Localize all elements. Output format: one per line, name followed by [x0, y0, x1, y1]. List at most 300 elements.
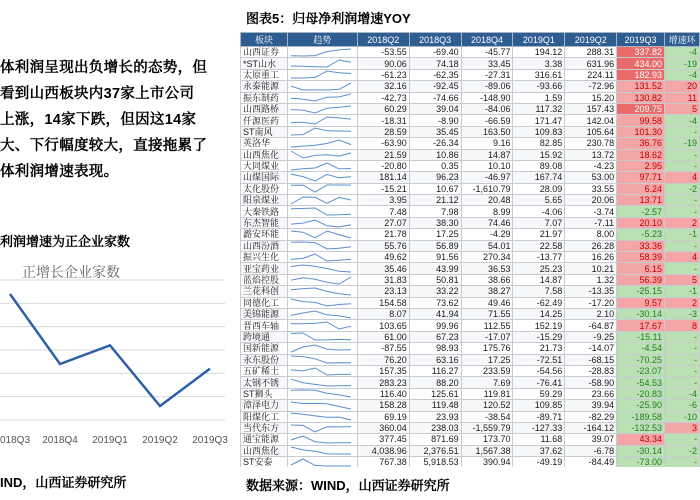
value-cell: -9.25: [565, 331, 617, 342]
q3-value-cell: -2.57: [617, 206, 665, 217]
value-cell: 21.12: [409, 195, 461, 206]
value-cell: 163.50: [461, 126, 513, 137]
table-row[interactable]: [241, 47, 700, 58]
value-cell: 49.62: [357, 252, 409, 263]
company-name-cell: 晋西车轴: [241, 320, 288, 331]
table-row[interactable]: [241, 195, 700, 206]
x-tick-label: 018Q3: [0, 435, 31, 446]
change-cell: -: [664, 206, 699, 217]
value-cell: -61.23: [357, 69, 409, 80]
q3-value-cell: -25.15: [617, 286, 665, 297]
value-cell: 55.76: [357, 240, 409, 251]
value-cell: 0.35: [409, 160, 461, 171]
article-line: 大、下行幅度较大，直接拖累了: [0, 138, 208, 154]
trend-sparkline: [288, 207, 354, 216]
sparkline-path: [291, 436, 351, 443]
value-cell: 22.58: [513, 240, 565, 251]
value-cell: 1,567.38: [461, 445, 513, 456]
change-cell: 2: [664, 297, 699, 308]
sparkline-path: [291, 71, 351, 78]
trend-sparkline-cell: [287, 343, 357, 354]
trend-sparkline-cell: [287, 445, 357, 456]
change-cell: -4: [664, 115, 699, 126]
value-cell: -17.07: [461, 331, 513, 342]
table-row[interactable]: [241, 160, 700, 171]
sparkline-path: [291, 356, 351, 363]
value-cell: -72.51: [513, 354, 565, 365]
value-cell: -72.96: [565, 81, 617, 92]
trend-sparkline-cell: [287, 252, 357, 263]
change-cell: -2: [664, 183, 699, 194]
value-cell: 35.46: [357, 263, 409, 274]
trend-sparkline-cell: [287, 126, 357, 137]
value-cell: 288.31: [565, 47, 617, 58]
company-name-cell: 山煤国际: [241, 172, 288, 183]
value-cell: 181.14: [357, 172, 409, 183]
q3-value-cell: -189.58: [617, 411, 665, 422]
value-cell: 25.23: [513, 263, 565, 274]
table-row[interactable]: [241, 445, 700, 456]
value-cell: 7.07: [513, 217, 565, 228]
table-row[interactable]: [241, 217, 700, 228]
value-cell: -18.31: [357, 115, 409, 126]
value-cell: -76.41: [513, 377, 565, 388]
column-header[interactable]: 2019Q3: [617, 33, 665, 47]
table-row[interactable]: [241, 274, 700, 285]
table-row[interactable]: [241, 126, 700, 137]
value-cell: -4.23: [565, 160, 617, 171]
table-row[interactable]: [241, 422, 700, 433]
company-name-cell: ST安泰: [241, 457, 288, 467]
value-cell: 33.22: [409, 286, 461, 297]
value-cell: -14.07: [565, 343, 617, 354]
table-row[interactable]: [241, 240, 700, 251]
change-cell: -: [664, 240, 699, 251]
x-tick-label: 2018Q4: [42, 435, 78, 446]
value-cell: -68.15: [565, 354, 617, 365]
value-cell: -13.77: [513, 252, 565, 263]
table-row[interactable]: [241, 263, 700, 274]
value-cell: 167.74: [513, 172, 565, 183]
company-name-cell: 阳煤化工: [241, 411, 288, 422]
trend-sparkline: [288, 184, 354, 193]
trend-sparkline-cell: [287, 274, 357, 285]
value-cell: 76.20: [357, 354, 409, 365]
company-name-cell: 潞安环能: [241, 229, 288, 240]
trend-sparkline: [288, 82, 354, 91]
table-row[interactable]: [241, 331, 700, 342]
table-row[interactable]: [241, 206, 700, 217]
change-cell: -: [664, 331, 699, 342]
value-cell: 119.48: [409, 400, 461, 411]
value-cell: -6.78: [565, 445, 617, 456]
value-cell: 23.93: [409, 411, 461, 422]
value-cell: 96.23: [409, 172, 461, 183]
value-cell: -54.56: [513, 365, 565, 376]
table-row[interactable]: [241, 92, 700, 103]
value-cell: 74.46: [461, 217, 513, 228]
value-cell: -1,559.79: [461, 422, 513, 433]
company-name-cell: 太化股份: [241, 183, 288, 194]
q3-value-cell: -20.83: [617, 388, 665, 399]
value-cell: 283.23: [357, 377, 409, 388]
value-cell: 14.87: [513, 274, 565, 285]
chart-title: 正增长企业家数: [22, 264, 120, 280]
trend-sparkline-cell: [287, 286, 357, 297]
q3-value-cell: 130.82: [617, 92, 665, 103]
table-row[interactable]: [241, 58, 700, 69]
table-row[interactable]: [241, 343, 700, 354]
value-cell: 37.62: [513, 445, 565, 456]
value-cell: 23.66: [565, 388, 617, 399]
value-cell: 119.81: [461, 388, 513, 399]
value-cell: -4.06: [513, 206, 565, 217]
article-paragraph: [0, 55, 238, 185]
trend-sparkline: [288, 127, 354, 136]
value-cell: 3.38: [513, 58, 565, 69]
table-row[interactable]: [241, 411, 700, 422]
value-cell: 10.67: [409, 183, 461, 194]
table-row[interactable]: [241, 183, 700, 194]
column-header[interactable]: 2019Q1: [513, 33, 565, 47]
trend-sparkline: [288, 196, 354, 205]
column-header[interactable]: 趋势: [287, 33, 357, 47]
value-cell: 157.43: [565, 103, 617, 114]
value-cell: -3.74: [565, 206, 617, 217]
q3-value-cell: -23.07: [617, 365, 665, 376]
trend-sparkline-cell: [287, 388, 357, 399]
sparkline-path: [291, 254, 351, 261]
table-row[interactable]: [241, 81, 700, 92]
sparkline-path: [291, 345, 351, 352]
trend-sparkline: [288, 435, 354, 444]
q3-value-cell: -132.53: [617, 422, 665, 433]
value-cell: 1.32: [565, 274, 617, 285]
value-cell: -42.73: [357, 92, 409, 103]
profit-growth-table: [240, 32, 700, 467]
value-cell: 61.00: [357, 331, 409, 342]
value-cell: -38.54: [461, 411, 513, 422]
column-header[interactable]: 2018Q2: [357, 33, 409, 47]
value-cell: -7.11: [565, 217, 617, 228]
company-name-cell: 山西路桥: [241, 103, 288, 114]
sparkline-path: [291, 402, 351, 409]
sparkline-path: [291, 379, 351, 386]
trend-sparkline: [288, 48, 354, 57]
sparkline-path: [291, 185, 351, 192]
table-row[interactable]: [241, 354, 700, 365]
value-cell: 11.68: [513, 434, 565, 445]
change-cell: -1: [664, 286, 699, 297]
sparkline-path: [291, 197, 351, 204]
figure-title: 图表5：归母净利润增速YOY: [246, 11, 411, 26]
value-cell: 1.59: [513, 92, 565, 103]
company-name-cell: 漳泽电力: [241, 400, 288, 411]
table-row[interactable]: [241, 434, 700, 445]
table-row[interactable]: [241, 138, 700, 149]
value-cell: 270.34: [461, 252, 513, 263]
value-cell: 120.52: [461, 400, 513, 411]
q3-value-cell: 43.34: [617, 434, 665, 445]
value-cell: 28.59: [357, 126, 409, 137]
change-cell: -: [664, 434, 699, 445]
table-row[interactable]: [241, 388, 700, 399]
change-cell: 2: [664, 217, 699, 228]
company-name-cell: 美锦能源: [241, 308, 288, 319]
change-cell: 3: [664, 422, 699, 433]
column-header[interactable]: 2018Q3: [409, 33, 461, 47]
q3-value-cell: 182.93: [617, 69, 665, 80]
table-row[interactable]: [241, 297, 700, 308]
value-cell: 109.83: [513, 126, 565, 137]
sparkline-path: [291, 60, 351, 67]
value-cell: 116.27: [409, 365, 461, 376]
column-header[interactable]: 板块: [241, 33, 288, 47]
value-cell: -87.55: [357, 343, 409, 354]
value-cell: 767.38: [357, 457, 409, 467]
value-cell: 2.10: [565, 308, 617, 319]
trend-sparkline-cell: [287, 206, 357, 217]
change-cell: -: [664, 195, 699, 206]
figure-source: 数据来源：WIND，山西证券研究所: [246, 478, 450, 493]
value-cell: 38.30: [409, 217, 461, 228]
change-cell: -: [664, 263, 699, 274]
value-cell: -82.29: [565, 411, 617, 422]
value-cell: 21.97: [513, 229, 565, 240]
trend-sparkline: [288, 93, 354, 102]
value-cell: 360.04: [357, 422, 409, 433]
company-name-cell: 振东制药: [241, 92, 288, 103]
column-header[interactable]: 2019Q2: [565, 33, 617, 47]
sparkline-path: [291, 174, 351, 181]
table-row[interactable]: [241, 172, 700, 183]
value-cell: -58.90: [565, 377, 617, 388]
sparkline-path: [291, 140, 351, 147]
trend-sparkline: [288, 264, 354, 273]
trend-sparkline: [288, 332, 354, 341]
company-name-cell: 兰花科创: [241, 286, 288, 297]
trend-sparkline-cell: [287, 297, 357, 308]
trend-sparkline: [288, 59, 354, 68]
company-name-cell: 阳泉煤业: [241, 195, 288, 206]
value-cell: -62.49: [513, 297, 565, 308]
value-cell: 31.83: [357, 274, 409, 285]
column-header[interactable]: 增速环: [664, 33, 699, 47]
change-cell: -19: [664, 58, 699, 69]
company-name-cell: 山西焦化: [241, 149, 288, 160]
change-cell: 20: [664, 81, 699, 92]
table-row[interactable]: [241, 286, 700, 297]
trend-sparkline: [288, 230, 354, 239]
table-row[interactable]: [241, 308, 700, 319]
value-cell: 38.27: [461, 286, 513, 297]
table-row[interactable]: [241, 365, 700, 376]
trend-sparkline-cell: [287, 263, 357, 274]
value-cell: -1,610.79: [461, 183, 513, 194]
value-cell: 23.13: [357, 286, 409, 297]
value-cell: 103.65: [357, 320, 409, 331]
trend-sparkline-cell: [287, 320, 357, 331]
sparkline-path: [291, 322, 351, 329]
change-cell: -19: [664, 138, 699, 149]
table-row[interactable]: [241, 320, 700, 331]
value-cell: 26.28: [565, 240, 617, 251]
value-cell: 871.69: [409, 434, 461, 445]
q3-value-cell: 20.10: [617, 217, 665, 228]
value-cell: 10.86: [409, 149, 461, 160]
change-cell: 11: [664, 92, 699, 103]
trend-sparkline: [288, 219, 354, 228]
sparkline-path: [291, 231, 351, 238]
change-cell: -10: [664, 411, 699, 422]
company-name-cell: 太钢不锈: [241, 377, 288, 388]
article-line: 体利润呈现出负增长的态势，但: [0, 60, 208, 76]
value-cell: -64.87: [565, 320, 617, 331]
value-cell: -66.59: [461, 115, 513, 126]
change-cell: 8: [664, 320, 699, 331]
trend-sparkline: [288, 116, 354, 125]
trend-sparkline: [288, 150, 354, 159]
trend-sparkline-cell: [287, 240, 357, 251]
sparkline-path: [291, 390, 351, 397]
value-cell: 69.19: [357, 411, 409, 422]
table-row[interactable]: [241, 115, 700, 126]
value-cell: -28.83: [565, 365, 617, 376]
trend-sparkline: [288, 253, 354, 262]
value-cell: 390.94: [461, 457, 513, 467]
trend-sparkline: [288, 378, 354, 387]
value-cell: 59.29: [513, 388, 565, 399]
trend-sparkline-cell: [287, 92, 357, 103]
value-cell: 33.45: [461, 58, 513, 69]
value-cell: 67.23: [409, 331, 461, 342]
company-name-cell: 五矿稀土: [241, 365, 288, 376]
value-cell: 116.40: [357, 388, 409, 399]
q3-value-cell: -73.00: [617, 457, 665, 467]
trend-sparkline: [288, 162, 354, 171]
value-cell: -13.35: [565, 286, 617, 297]
sparkline-path: [291, 368, 351, 375]
value-cell: 35.45: [409, 126, 461, 137]
value-cell: 10.21: [565, 263, 617, 274]
company-name-cell: 东杰智能: [241, 217, 288, 228]
trend-sparkline: [288, 139, 354, 148]
table-row[interactable]: [241, 229, 700, 240]
value-cell: -89.06: [461, 81, 513, 92]
table-row[interactable]: [241, 149, 700, 160]
trend-sparkline-cell: [287, 217, 357, 228]
value-cell: -74.66: [409, 92, 461, 103]
value-cell: -84.06: [461, 103, 513, 114]
trend-sparkline: [288, 310, 354, 319]
table-row[interactable]: [241, 377, 700, 388]
value-cell: 631.96: [565, 58, 617, 69]
change-cell: -: [664, 457, 699, 467]
value-cell: 20.48: [461, 195, 513, 206]
value-cell: -20.80: [357, 160, 409, 171]
company-name-cell: 蓝焰控股: [241, 274, 288, 285]
value-cell: 157.35: [357, 365, 409, 376]
article-line: 上涨，14家下跌，但因这14家: [0, 112, 197, 128]
q3-value-cell: -70.25: [617, 354, 665, 365]
value-cell: 154.58: [357, 297, 409, 308]
company-name-cell: 当代东方: [241, 422, 288, 433]
company-name-cell: 跨境通: [241, 331, 288, 342]
sparkline-path: [291, 242, 351, 249]
table-row[interactable]: [241, 457, 700, 467]
value-cell: 43.99: [409, 263, 461, 274]
sparkline-path: [291, 220, 351, 227]
sparkline-path: [291, 163, 351, 170]
company-name-cell: 亚宝药业: [241, 263, 288, 274]
trend-sparkline-cell: [287, 81, 357, 92]
value-cell: 88.20: [409, 377, 461, 388]
value-cell: 230.78: [565, 138, 617, 149]
value-cell: 14.25: [513, 308, 565, 319]
value-cell: -92.45: [409, 81, 461, 92]
change-cell: -: [664, 149, 699, 160]
value-cell: 56.89: [409, 240, 461, 251]
value-cell: -148.90: [461, 92, 513, 103]
q3-value-cell: -5.23: [617, 229, 665, 240]
table-row[interactable]: [241, 103, 700, 114]
value-cell: 316.61: [513, 69, 565, 80]
change-cell: 4: [664, 172, 699, 183]
chart-heading: 利润增速为正企业家数: [0, 234, 131, 249]
article-line: 体利润增速表现。: [0, 164, 119, 180]
value-cell: -46.97: [461, 172, 513, 183]
value-cell: 39.04: [409, 103, 461, 114]
value-cell: 7.48: [357, 206, 409, 217]
value-cell: 21.78: [357, 229, 409, 240]
q3-value-cell: 6.15: [617, 263, 665, 274]
table-row[interactable]: [241, 400, 700, 411]
table-container: [240, 32, 700, 467]
sparkline-path: [291, 413, 351, 420]
value-cell: -26.34: [409, 138, 461, 149]
q3-value-cell: -30.14: [617, 445, 665, 456]
table-row[interactable]: [241, 252, 700, 263]
column-header[interactable]: 2018Q4: [461, 33, 513, 47]
value-cell: 233.59: [461, 365, 513, 376]
table-header-row: [241, 33, 700, 47]
table-row[interactable]: [241, 69, 700, 80]
change-cell: 4: [664, 252, 699, 263]
sparkline-path: [291, 333, 351, 340]
trend-sparkline: [288, 424, 354, 433]
q3-value-cell: 6.24: [617, 183, 665, 194]
trend-sparkline: [288, 287, 354, 296]
change-cell: -4: [664, 47, 699, 58]
trend-sparkline-cell: [287, 160, 357, 171]
sparkline-path: [291, 265, 351, 272]
value-cell: 53.00: [565, 172, 617, 183]
trend-sparkline-cell: [287, 115, 357, 126]
q3-value-cell: 18.62: [617, 149, 665, 160]
q3-value-cell: -15.11: [617, 331, 665, 342]
value-cell: -84.49: [565, 457, 617, 467]
company-name-cell: 山西证券: [241, 47, 288, 58]
value-cell: 125.61: [409, 388, 461, 399]
value-cell: 8.99: [461, 206, 513, 217]
value-cell: -45.77: [461, 47, 513, 58]
value-cell: 15.92: [513, 149, 565, 160]
trend-sparkline: [288, 412, 354, 421]
sparkline-path: [291, 299, 351, 306]
q3-value-cell: 2.95: [617, 160, 665, 171]
value-cell: 9.16: [461, 138, 513, 149]
trend-sparkline-cell: [287, 58, 357, 69]
